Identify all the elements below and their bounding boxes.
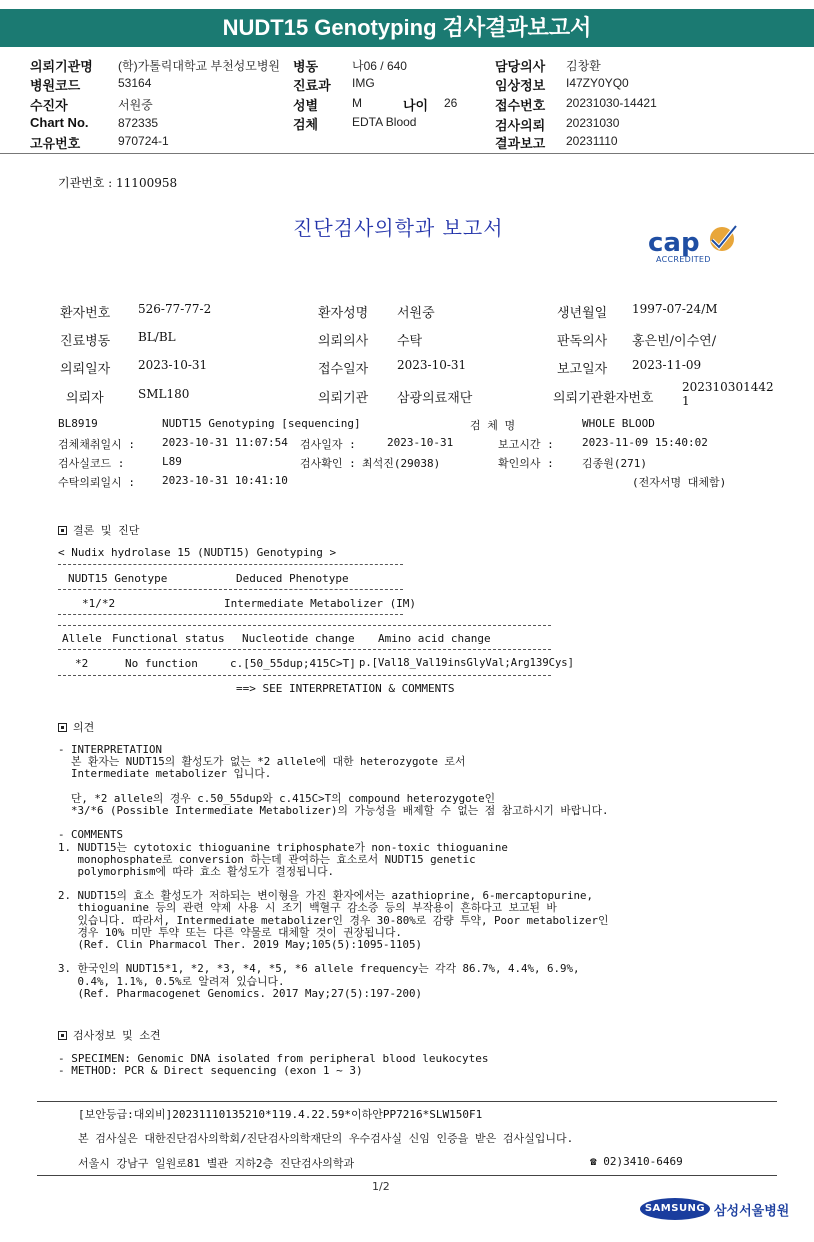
info-line: - METHOD: PCR & Direct sequencing (exon 1 ~ 3) bbox=[58, 1064, 363, 1077]
section-bullet-icon bbox=[58, 526, 67, 535]
opinion-line: 있습니다. 따라서, Intermediate metabolizer인 경우 30-80%로 감량 투약, Poor metabolizer인 bbox=[58, 913, 609, 927]
test-info-value: L89 bbox=[162, 455, 182, 468]
see-interpretation-note: ==> SEE INTERPRETATION & COMMENTS bbox=[236, 682, 455, 695]
section-bullet-icon bbox=[58, 723, 67, 732]
header-value: IMG bbox=[352, 76, 375, 90]
header-value: 김창환 bbox=[566, 59, 601, 73]
test-info-label: 검사확인 : bbox=[300, 457, 356, 470]
patient-value: 홍은빈/이수연/ bbox=[632, 334, 717, 349]
table-rule bbox=[58, 564, 403, 565]
opinion-line bbox=[58, 781, 758, 793]
report-banner-title: NUDT15 Genotyping 검사결과보고서 bbox=[0, 9, 814, 47]
header-key: 성별 bbox=[293, 98, 319, 113]
header-key: 임상정보 bbox=[495, 78, 546, 93]
samsung-logo-icon: SAMSUNG bbox=[640, 1198, 710, 1220]
header-divider bbox=[0, 153, 814, 154]
test-info-value: 김종원(271) bbox=[582, 457, 647, 470]
test-info-label: 보고시간 : bbox=[498, 438, 554, 451]
patient-label: 의뢰기관 bbox=[318, 391, 369, 406]
header-key: 검사의뢰 bbox=[495, 118, 546, 133]
table-rule bbox=[58, 649, 551, 650]
genotype-value: *1/*2 bbox=[82, 597, 116, 610]
header-value: 20231030-14421 bbox=[566, 96, 657, 110]
patient-value-cont: 1 bbox=[682, 394, 690, 408]
opinion-line: (Ref. Pharmacogenet Genomics. 2017 May;27(5):197-200) bbox=[58, 986, 423, 1000]
test-info-value: 2023-10-31 10:41:10 bbox=[162, 474, 288, 487]
footer-divider bbox=[37, 1175, 777, 1176]
opinion-line: 단, *2 allele의 경우 c.50_55dup와 c.415C>T의 compound heterozygote인 bbox=[58, 791, 496, 805]
opinion-text bbox=[58, 744, 758, 1000]
header-value: I47ZY0YQ0 bbox=[566, 76, 629, 90]
patient-label: 의뢰일자 bbox=[60, 362, 111, 377]
header-value: 20231110 bbox=[566, 134, 618, 148]
phenotype-header: Deduced Phenotype bbox=[236, 572, 349, 585]
test-info-value: 2023-10-31 11:07:54 bbox=[162, 436, 288, 449]
patient-value: 1997-07-24/M bbox=[632, 302, 718, 316]
header-value: 26 bbox=[444, 96, 458, 110]
opinion-line: Intermediate metabolizer 입니다. bbox=[58, 767, 272, 781]
patient-label: 환자성명 bbox=[318, 306, 369, 321]
table-rule bbox=[58, 614, 403, 615]
header-key: 결과보고 bbox=[495, 136, 546, 151]
patient-value: SML180 bbox=[138, 387, 190, 401]
opinion-line: 본 환자는 NUDT15의 활성도가 없는 *2 allele에 대한 heterozygote 로서 bbox=[58, 755, 466, 769]
header-value: (학)가톨릭대학교 부천성모병원 bbox=[118, 59, 281, 73]
patient-value: 2023-11-09 bbox=[632, 358, 702, 372]
certification-line: 본 검사실은 대한진단검사의학회/진단검사의학재단의 우수검사실 신임 인증을 받은 검사실입니다. bbox=[78, 1132, 574, 1145]
header-key: 나이 bbox=[403, 98, 429, 113]
patient-label: 접수일자 bbox=[318, 362, 369, 377]
test-info-value: 최석진(29038) bbox=[362, 457, 441, 470]
section-opinion-heading: 의견 bbox=[58, 719, 94, 735]
patient-value: 서원중 bbox=[397, 306, 435, 321]
opinion-line: 2. NUDT15의 효소 활성도가 저하되는 변이형을 가진 환자에서는 azathioprine, 6-mercaptopurine, bbox=[58, 889, 593, 903]
allele-header: Allele bbox=[62, 632, 102, 645]
section-bullet-icon bbox=[58, 1031, 67, 1040]
test-info-label: 검사일자 : bbox=[300, 438, 356, 451]
table-rule bbox=[58, 625, 551, 626]
phone-line: ☎ 02)3410-6469 bbox=[590, 1155, 683, 1168]
patient-label: 의뢰의사 bbox=[318, 334, 369, 349]
patient-value: 삼광의료재단 bbox=[397, 391, 473, 406]
test-info-label: 검체채취일시 : bbox=[58, 438, 136, 451]
patient-label: 판독의사 bbox=[557, 334, 608, 349]
header-key: 수진자 bbox=[30, 98, 68, 113]
patient-label: 의뢰자 bbox=[66, 391, 104, 406]
header-value: 서원중 bbox=[118, 98, 153, 112]
allele-header: Functional status bbox=[112, 632, 225, 645]
header-value: 나06 / 640 bbox=[352, 59, 407, 73]
allele-header: Nucleotide change bbox=[242, 632, 355, 645]
result-table-title: < Nudix hydrolase 15 (NUDT15) Genotyping > bbox=[58, 546, 337, 559]
patient-label: 생년월일 bbox=[557, 306, 608, 321]
allele-header: Amino acid change bbox=[378, 632, 491, 645]
patient-value: 2023-10-31 bbox=[138, 358, 208, 372]
test-name: NUDT15 Genotyping [sequencing] bbox=[162, 417, 361, 430]
opinion-line: *3/*6 (Possible Intermediate Metabolizer)의 가능성을 배제할 수 없는 점 참고하시기 바랍니다. bbox=[58, 803, 609, 817]
allele-cell: No function bbox=[125, 657, 198, 670]
patient-value: 2023-10-31 bbox=[397, 358, 467, 372]
header-key: 병원코드 bbox=[30, 78, 81, 93]
cap-text: cap bbox=[648, 228, 700, 258]
section-result-heading: 결론 및 진단 bbox=[58, 522, 139, 538]
cap-accredited-text: ACCREDITED bbox=[656, 255, 711, 264]
header-key: 병동 bbox=[293, 59, 319, 74]
info-line: - SPECIMEN: Genomic DNA isolated from peripheral blood leukocytes bbox=[58, 1052, 489, 1065]
hospital-name: 삼성서울병원 bbox=[714, 1204, 790, 1219]
patient-value: BL/BL bbox=[138, 330, 176, 344]
patient-label: 환자번호 bbox=[60, 306, 111, 321]
allele-cell: *2 bbox=[75, 657, 89, 670]
test-info-label: 검사실코드 : bbox=[58, 457, 125, 470]
opinion-line: - INTERPRETATION bbox=[58, 743, 163, 756]
security-line: [보안등급:대외비]20231110135210*119.4.22.59*이하안PP7216*SLW150F1 bbox=[78, 1108, 483, 1121]
header-value: EDTA Blood bbox=[352, 115, 417, 129]
e-signature-note: (전자서명 대체함) bbox=[632, 476, 727, 489]
specimen-value: WHOLE BLOOD bbox=[582, 417, 655, 430]
opinion-line bbox=[58, 817, 758, 829]
phenotype-value: Intermediate Metabolizer (IM) bbox=[224, 597, 417, 610]
header-key: 의뢰기관명 bbox=[30, 59, 93, 74]
header-key: 진료과 bbox=[293, 78, 331, 93]
allele-cell: c.[50_55dup;415C>T] bbox=[230, 657, 356, 670]
header-value: 872335 bbox=[118, 116, 159, 130]
patient-label: 보고일자 bbox=[557, 362, 608, 377]
cap-accredited-logo bbox=[646, 222, 746, 270]
footer-divider bbox=[37, 1101, 777, 1102]
header-value: 53164 bbox=[118, 76, 152, 90]
page-number: 1/2 bbox=[372, 1180, 390, 1193]
header-value: 20231030 bbox=[566, 116, 620, 130]
patient-label: 진료병동 bbox=[60, 334, 111, 349]
opinion-line: (Ref. Clin Pharmacol Ther. 2019 May;105(5):1095-1105) bbox=[58, 938, 423, 951]
header-key: 담당의사 bbox=[495, 59, 546, 74]
opinion-line: thioguanine 등의 관련 약제 사용 시 조기 백혈구 감소증 등의 부작용이 흔하다고 보고된 바 bbox=[58, 901, 557, 915]
test-info-label: 확인의사 : bbox=[498, 457, 554, 470]
header-value: M bbox=[352, 96, 362, 110]
institution-number: 기관번호 : 11100958 bbox=[58, 176, 178, 190]
table-rule bbox=[58, 675, 551, 676]
specimen-label: 검 체 명 bbox=[470, 419, 516, 432]
header-key: 검체 bbox=[293, 117, 319, 132]
opinion-line: 1. NUDT15는 cytotoxic thioguanine triphosphate가 non-toxic thioguanine bbox=[58, 840, 508, 854]
test-info-label: 수탁의뢰일시 : bbox=[58, 476, 136, 489]
patient-value: 202310301442 bbox=[682, 380, 774, 394]
patient-label: 의뢰기관환자번호 bbox=[553, 391, 654, 406]
header-value: 970724-1 bbox=[118, 134, 169, 148]
opinion-line: 0.4%, 1.1%, 0.5%로 알려져 있습니다. bbox=[58, 974, 285, 988]
patient-value: 수탁 bbox=[397, 334, 423, 349]
test-info-value: 2023-10-31 bbox=[387, 436, 454, 449]
section-info-heading: 검사정보 및 소견 bbox=[58, 1027, 161, 1043]
test-code: BL8919 bbox=[58, 417, 98, 430]
opinion-line: - COMMENTS bbox=[58, 828, 124, 842]
allele-cell: p.[Val18_Val19insGlyVal;Arg139Cys] bbox=[359, 657, 574, 669]
table-rule bbox=[58, 589, 403, 590]
opinion-line: 경우 10% 미만 투약 또는 다른 약물로 대체할 것이 권장됩니다. bbox=[58, 925, 402, 939]
test-info-value: 2023-11-09 15:40:02 bbox=[582, 436, 708, 449]
opinion-line: monophosphate로 conversion 하는데 관여하는 효소로서 NUDT15 genetic bbox=[58, 852, 476, 866]
opinion-line: 3. 한국인의 NUDT15*1, *2, *3, *4, *5, *6 allele frequency는 각각 86.7%, 4.4%, 6.9%, bbox=[58, 962, 580, 976]
opinion-line: polymorphism에 따라 효소 활성도가 결정됩니다. bbox=[58, 864, 335, 878]
address-line: 서울시 강남구 일원로81 별관 지하2층 진단검사의학과 bbox=[78, 1157, 355, 1170]
patient-value: 526-77-77-2 bbox=[138, 302, 212, 316]
header-key: Chart No. bbox=[30, 115, 89, 130]
genotype-header: NUDT15 Genotype bbox=[68, 572, 168, 585]
header-key: 접수번호 bbox=[495, 98, 546, 113]
header-key: 고유번호 bbox=[30, 136, 81, 151]
report-title: 진단검사의학과 보고서 bbox=[293, 216, 504, 240]
